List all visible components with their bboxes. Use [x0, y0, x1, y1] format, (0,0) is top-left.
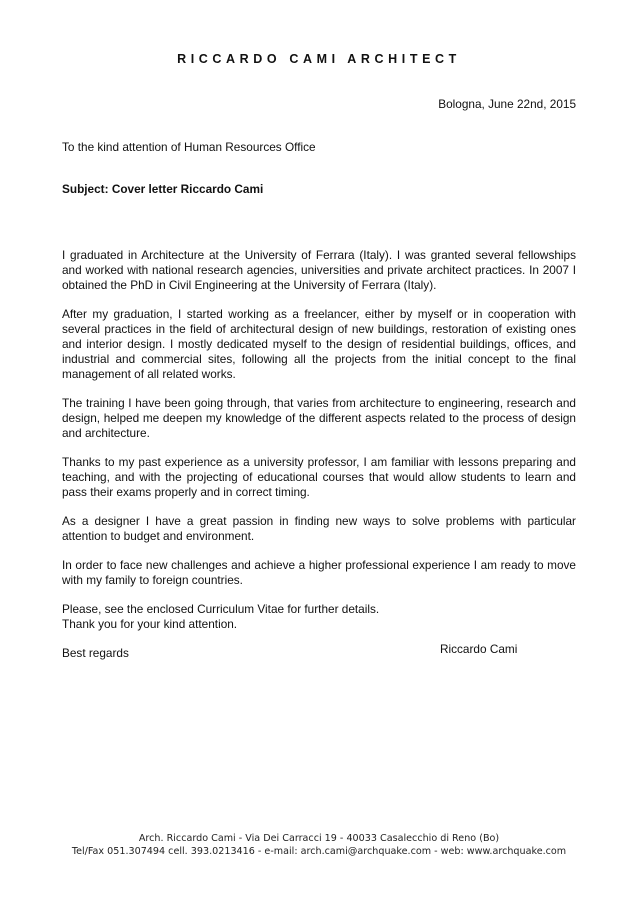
footer-contact [0, 832, 638, 858]
paragraph-education: I graduated in Architecture at the University of Ferrara (Italy). I was granted several fellowships and worked with national research agencies, universities and private architect practices. In 2007 I obtained the PhD in Civil Engineering at the University of Ferrara (Italy). [62, 248, 576, 292]
subject-line: Subject: Cover letter Riccardo Cami [62, 182, 264, 196]
footer-contacts: Tel/Fax 051.307494 cell. 393.0213416 - e-mail: arch.cami@archquake.com - web: www.archquake.com [71, 846, 567, 857]
paragraph-passion: As a designer I have a great passion in finding new ways to solve problems with particular attention to budget and environment. [62, 514, 576, 543]
footer-address: Arch. Riccardo Cami - Via Dei Carracci 19 - 40033 Casalecchio di Reno (Bo) [138, 833, 500, 844]
paragraph-training: The training I have been going through, that varies from architecture to engineering, research and design, helped me deepen my knowledge of the different aspects related to the process of design and architecture. [62, 396, 576, 440]
recipient-line: To the kind attention of Human Resources Office [62, 140, 316, 154]
paragraph-career: After my graduation, I started working as a freelancer, either by myself or in cooperation with several practices in the field of architectural design of new buildings, restoration of existing ones and interior design. I mostly dedicated myself to the design of residential buildings, offices, and industrial and commercial sites, following all the projects from the initial concept to the final management of all related works. [62, 307, 576, 381]
regards-line: Best regards [62, 646, 129, 660]
closing-line-cv: Please, see the enclosed Curriculum Vitae for further details. [62, 602, 380, 616]
paragraph-teaching: Thanks to my past experience as a university professor, I am familiar with lessons preparing and teaching, and with the projecting of educational courses that would allow students to learn and pass their exams properly and in correct timing. [62, 455, 576, 499]
signature-name: Riccardo Cami [440, 642, 518, 656]
letterhead-title: RICCARDO CAMI ARCHITECT [177, 52, 461, 66]
closing-line-thanks: Thank you for your kind attention. [62, 617, 238, 631]
letter-date: Bologna, June 22nd, 2015 [438, 97, 576, 111]
paragraph-relocation: In order to face new challenges and achieve a higher professional experience I am ready to move with my family to foreign countries. [62, 558, 576, 587]
letter-body [62, 248, 576, 675]
